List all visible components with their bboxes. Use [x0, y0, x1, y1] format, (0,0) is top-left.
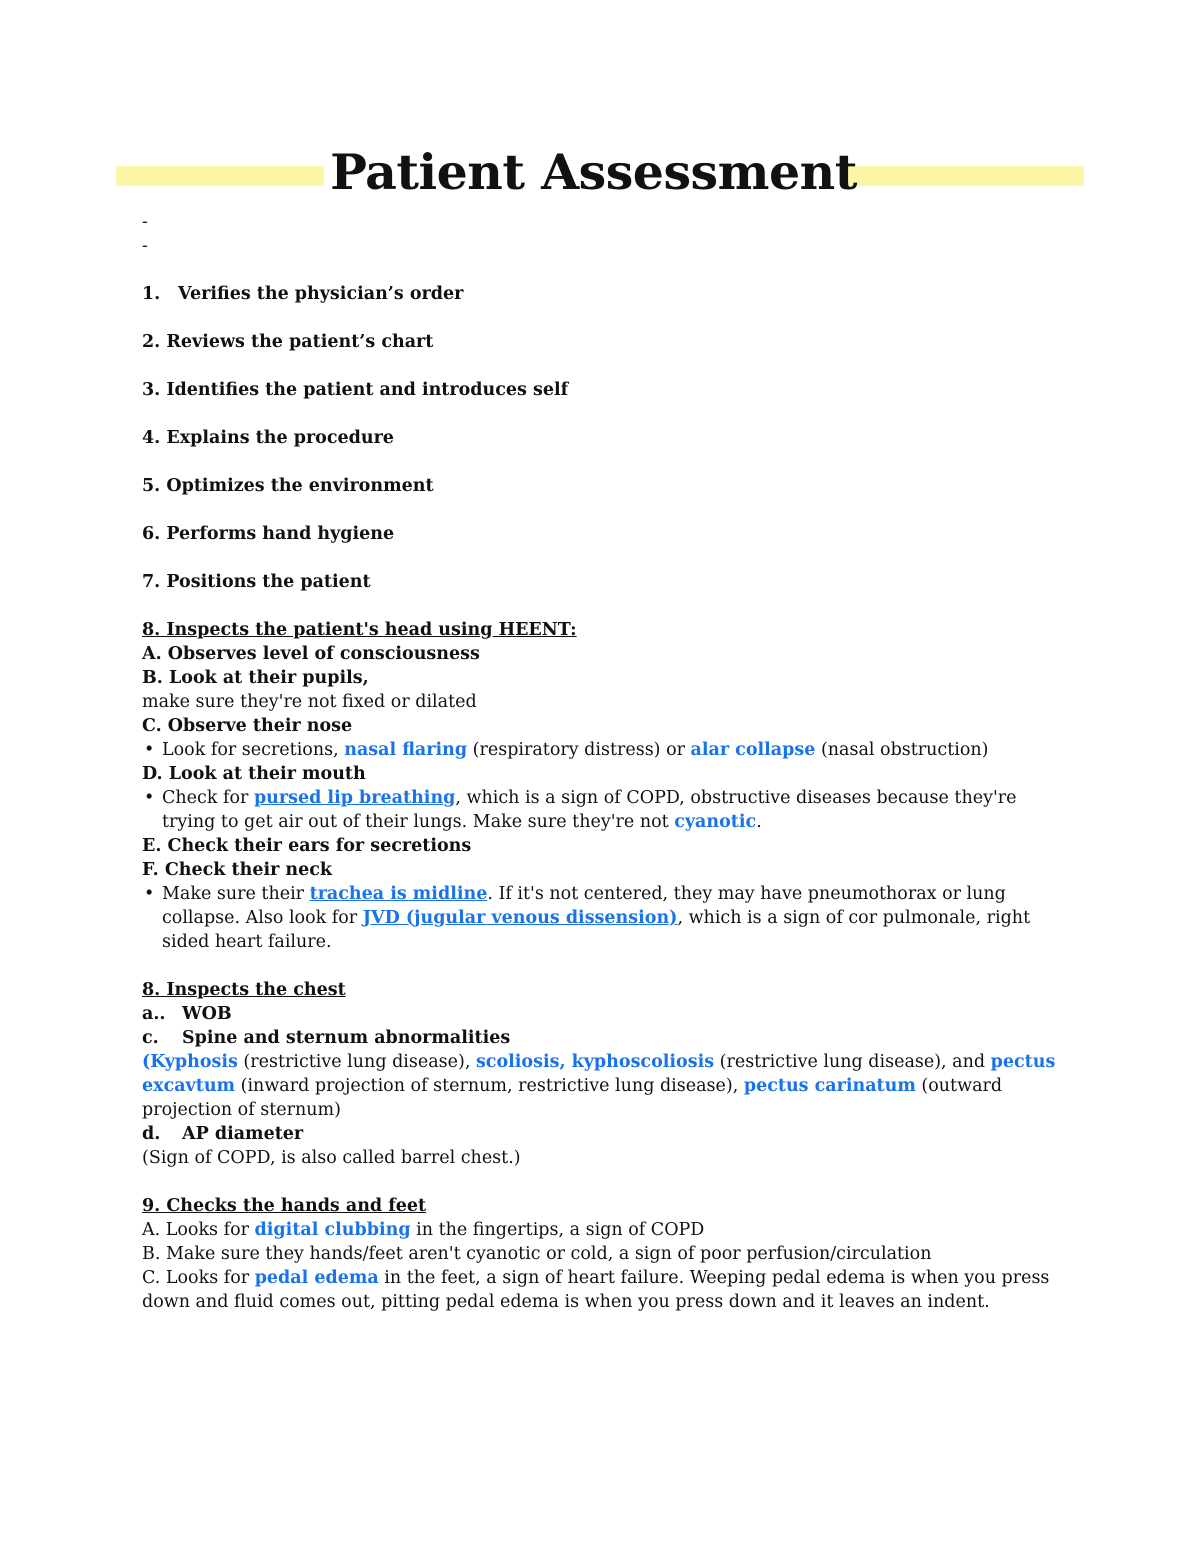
heent-heading: 8. Inspects the patient's head using HEENT:: [142, 620, 577, 640]
link-pursed-lip-breathing[interactable]: pursed lip breathing: [253, 788, 456, 808]
term-digital-clubbing: digital clubbing: [254, 1220, 411, 1240]
link-jvd[interactable]: JVD (jugular venous dissension): [362, 908, 678, 928]
step-1-number: 1.: [142, 284, 161, 304]
link-trachea-midline[interactable]: trachea is midline: [309, 884, 488, 904]
step-7: 7. Positions the patient: [142, 572, 371, 592]
chest-item-d-detail: (Sign of COPD, is also called barrel chest.): [142, 1148, 521, 1168]
term-cyanotic: cyanotic: [674, 812, 757, 832]
heent-item-d: D. Look at their mouth: [142, 764, 366, 784]
term-alar-collapse: alar collapse: [690, 740, 816, 760]
step-1-text: Verifies the physician’s order: [178, 284, 464, 304]
step-1: [142, 282, 1072, 306]
heent-item-b-note: make sure they're not fixed or dilated: [142, 692, 477, 712]
chest-item-a: a.. WOB: [142, 1004, 232, 1024]
heent-item-b: B. Look at their pupils,: [142, 668, 369, 688]
hands-heading: 9. Checks the hands and feet: [142, 1196, 427, 1216]
heent-item-c: C. Observe their nose: [142, 716, 353, 736]
step-5: 5. Optimizes the environment: [142, 476, 434, 496]
term-pectus-excavtum: pectus excavtum: [142, 1052, 1056, 1096]
heent-item-f: F. Check their neck: [142, 860, 333, 880]
heent-neck-bullet: • Make sure their trachea is midline. If it's not centered, they may have pneumothorax or lung collapse. Also look for JVD (jugular venous dissension), which is a sign of cor pulmonale, right sided heart failure.: [142, 882, 1072, 954]
term-pedal-edema: pedal edema: [254, 1268, 379, 1288]
hands-item-c: C. Looks for pedal edema in the feet, a sign of heart failure. Weeping pedal edema is when you press down and fluid comes out, pitting pedal edema is when you press down and it leaves an indent.: [142, 1268, 1050, 1312]
term-nasal-flaring: nasal flaring: [344, 740, 468, 760]
chest-item-c: c. Spine and sternum abnormalities: [142, 1028, 511, 1048]
chest-heading: 8. Inspects the chest: [142, 980, 346, 1000]
document-body: [142, 210, 1072, 1314]
step-3: 3. Identifies the patient and introduces self: [142, 380, 569, 400]
term-scoliosis: scoliosis, kyphoscoliosis: [475, 1052, 715, 1072]
heent-mouth-bullet: • Check for pursed lip breathing, which is a sign of COPD, obstructive diseases because they're trying to get air out of their lungs. Make sure they're not cyanotic.: [142, 786, 1072, 834]
hands-item-b: B. Make sure they hands/feet aren't cyanotic or cold, a sign of poor perfusion/circulation: [142, 1244, 932, 1264]
term-kyphosis: (Kyphosis: [142, 1052, 238, 1072]
chest-item-d: d. AP diameter: [142, 1124, 304, 1144]
step-2: 2. Reviews the patient’s chart: [142, 332, 434, 352]
hands-item-a: A. Looks for digital clubbing in the fingertips, a sign of COPD: [142, 1220, 705, 1240]
term-pectus-carinatum: pectus carinatum: [743, 1076, 916, 1096]
heent-item-a: A. Observes level of consciousness: [142, 644, 480, 664]
step-4: 4. Explains the procedure: [142, 428, 394, 448]
dash-line: -: [142, 236, 148, 256]
heent-item-e: E. Check their ears for secretions: [142, 836, 472, 856]
heent-nose-bullet: • Look for secretions, nasal flaring (respiratory distress) or alar collapse (nasal obstruction): [142, 738, 1072, 762]
dash-line: -: [142, 212, 148, 232]
chest-item-c-detail: (Kyphosis (restrictive lung disease), scoliosis, kyphoscoliosis (restrictive lung disease), and pectus excavtum (inward projection of sternum, restrictive lung disease), pectus carinatum (outward projection of sternum): [142, 1052, 1056, 1120]
step-6: 6. Performs hand hygiene: [142, 524, 395, 544]
page-title: Patient Assessment: [330, 143, 857, 201]
